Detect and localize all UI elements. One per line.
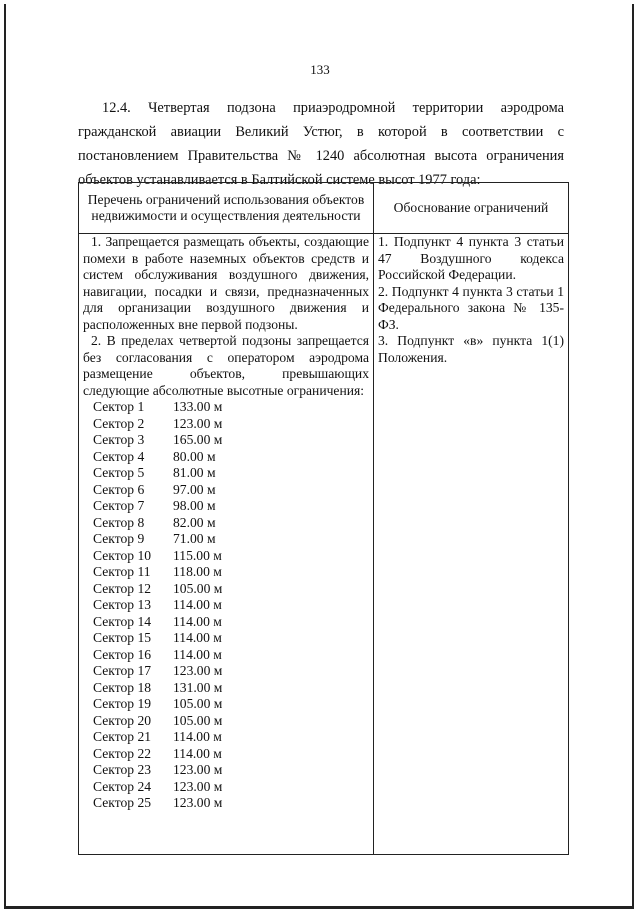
basis-item-3: 3. Подпункт «в» пункта 1(1) Положения. bbox=[378, 333, 564, 365]
sector-height: 123.00 м bbox=[173, 415, 223, 431]
restriction-item-2: 2. В пределах четвертой подзоны запрещается без согласования с оператором аэродрома размещение объектов, превышающих следующие абсолютные высотные ограничения: bbox=[83, 333, 369, 398]
restrictions-table bbox=[78, 182, 569, 855]
sector-height: 133.00 м bbox=[173, 399, 223, 414]
restriction-item-1: 1. Запрещается размещать объекты, создающие помехи в работе наземных объектов средств и систем обслуживания воздушного движения, навигации, посадки и связи, предназначенных для организации воздушного движения и расположенных вне первой подзоны. bbox=[83, 234, 369, 332]
sector-row bbox=[93, 614, 369, 631]
sector-name: Сектор 5 bbox=[93, 465, 145, 480]
sector-name: Сектор 12 bbox=[93, 580, 152, 596]
sector-row bbox=[93, 779, 369, 796]
sector-row bbox=[93, 630, 369, 647]
sector-name: Сектор 9 bbox=[93, 531, 145, 546]
sector-row bbox=[93, 531, 369, 548]
sector-name: Сектор 19 bbox=[93, 696, 152, 711]
sector-height: 123.00 м bbox=[173, 778, 223, 794]
sector-row bbox=[93, 746, 369, 763]
sector-height: 115.00 м bbox=[173, 547, 222, 563]
sector-row bbox=[93, 597, 369, 614]
sector-height: 105.00 м bbox=[173, 696, 223, 711]
sector-height: 80.00 м bbox=[173, 448, 216, 464]
sector-row bbox=[93, 663, 369, 680]
sector-row bbox=[93, 548, 369, 565]
sector-row bbox=[93, 762, 369, 779]
sector-row bbox=[93, 449, 369, 466]
sector-name: Сектор 7 bbox=[93, 498, 145, 513]
sector-name: Сектор 4 bbox=[93, 448, 145, 464]
sector-height: 97.00 м bbox=[173, 481, 216, 497]
sector-height: 114.00 м bbox=[173, 729, 222, 744]
sector-name: Сектор 11 bbox=[93, 564, 151, 579]
header-restrictions: Перечень ограничений использования объектов недвижимости и осуществления деятельности bbox=[79, 183, 374, 234]
table-header-row bbox=[79, 183, 569, 234]
intro-paragraph: 12.4. Четвертая подзона приаэродромной территории аэродрома гражданской авиации Великий Устюг, в которой в соответствии с постановлением Правительства № 1240 абсолютная высота ограничения объектов устанавливается в Балтийской системе высот 1977 года: bbox=[78, 100, 564, 189]
sector-height: 105.00 м bbox=[173, 712, 223, 728]
restrictions-cell bbox=[79, 234, 374, 855]
sector-name: Сектор 13 bbox=[93, 597, 152, 612]
sector-row bbox=[93, 795, 369, 812]
sector-height: 114.00 м bbox=[173, 597, 222, 612]
basis-item-2: 2. Подпункт 4 пункта 3 статьи 1 Федерального закона № 135-ФЗ. bbox=[378, 283, 564, 332]
sector-height: 114.00 м bbox=[173, 630, 222, 645]
sector-height: 114.00 м bbox=[173, 613, 222, 629]
header-basis: Обоснование ограничений bbox=[374, 183, 569, 234]
sector-name: Сектор 2 bbox=[93, 415, 145, 431]
sector-height: 123.00 м bbox=[173, 663, 223, 678]
sector-row bbox=[93, 713, 369, 730]
sector-row bbox=[93, 416, 369, 433]
sector-height: 123.00 м bbox=[173, 795, 223, 810]
sector-row bbox=[93, 564, 369, 581]
sector-name: Сектор 16 bbox=[93, 646, 152, 662]
page-number: 133 bbox=[310, 62, 330, 77]
sector-height: 105.00 м bbox=[173, 580, 223, 596]
sector-name: Сектор 21 bbox=[93, 729, 152, 744]
sector-row bbox=[93, 399, 369, 416]
sector-name: Сектор 10 bbox=[93, 547, 152, 563]
table-row bbox=[79, 234, 569, 855]
sector-name: Сектор 1 bbox=[93, 399, 145, 414]
sector-name: Сектор 14 bbox=[93, 613, 152, 629]
sector-name: Сектор 15 bbox=[93, 630, 152, 645]
sector-row bbox=[93, 482, 369, 499]
sector-row bbox=[93, 696, 369, 713]
sector-name: Сектор 6 bbox=[93, 481, 145, 497]
sector-name: Сектор 24 bbox=[93, 778, 152, 794]
sector-name: Сектор 18 bbox=[93, 679, 152, 695]
sector-height: 131.00 м bbox=[173, 679, 223, 695]
sector-name: Сектор 20 bbox=[93, 712, 152, 728]
sector-row bbox=[93, 498, 369, 515]
sector-height: 165.00 м bbox=[173, 432, 223, 447]
sector-list bbox=[83, 399, 369, 812]
sector-height: 98.00 м bbox=[173, 498, 216, 513]
sector-height: 123.00 м bbox=[173, 762, 223, 777]
sector-name: Сектор 25 bbox=[93, 795, 152, 810]
sector-row bbox=[93, 647, 369, 664]
basis-cell bbox=[374, 234, 569, 855]
basis-item-1: 1. Подпункт 4 пункта 3 статьи 47 Воздушного кодекса Российской Федерации. bbox=[378, 234, 564, 282]
sector-height: 82.00 м bbox=[173, 514, 216, 530]
sector-row bbox=[93, 680, 369, 697]
sector-row bbox=[93, 515, 369, 532]
sector-row bbox=[93, 581, 369, 598]
sector-name: Сектор 17 bbox=[93, 663, 152, 678]
sector-height: 81.00 м bbox=[173, 465, 216, 480]
sector-height: 114.00 м bbox=[173, 745, 222, 761]
sector-height: 118.00 м bbox=[173, 564, 222, 579]
sector-name: Сектор 22 bbox=[93, 745, 152, 761]
sector-height: 114.00 м bbox=[173, 646, 222, 662]
sector-height: 71.00 м bbox=[173, 531, 216, 546]
sector-name: Сектор 23 bbox=[93, 762, 152, 777]
sector-name: Сектор 8 bbox=[93, 514, 145, 530]
sector-row bbox=[93, 432, 369, 449]
sector-row bbox=[93, 465, 369, 482]
sector-name: Сектор 3 bbox=[93, 432, 145, 447]
sector-row bbox=[93, 729, 369, 746]
